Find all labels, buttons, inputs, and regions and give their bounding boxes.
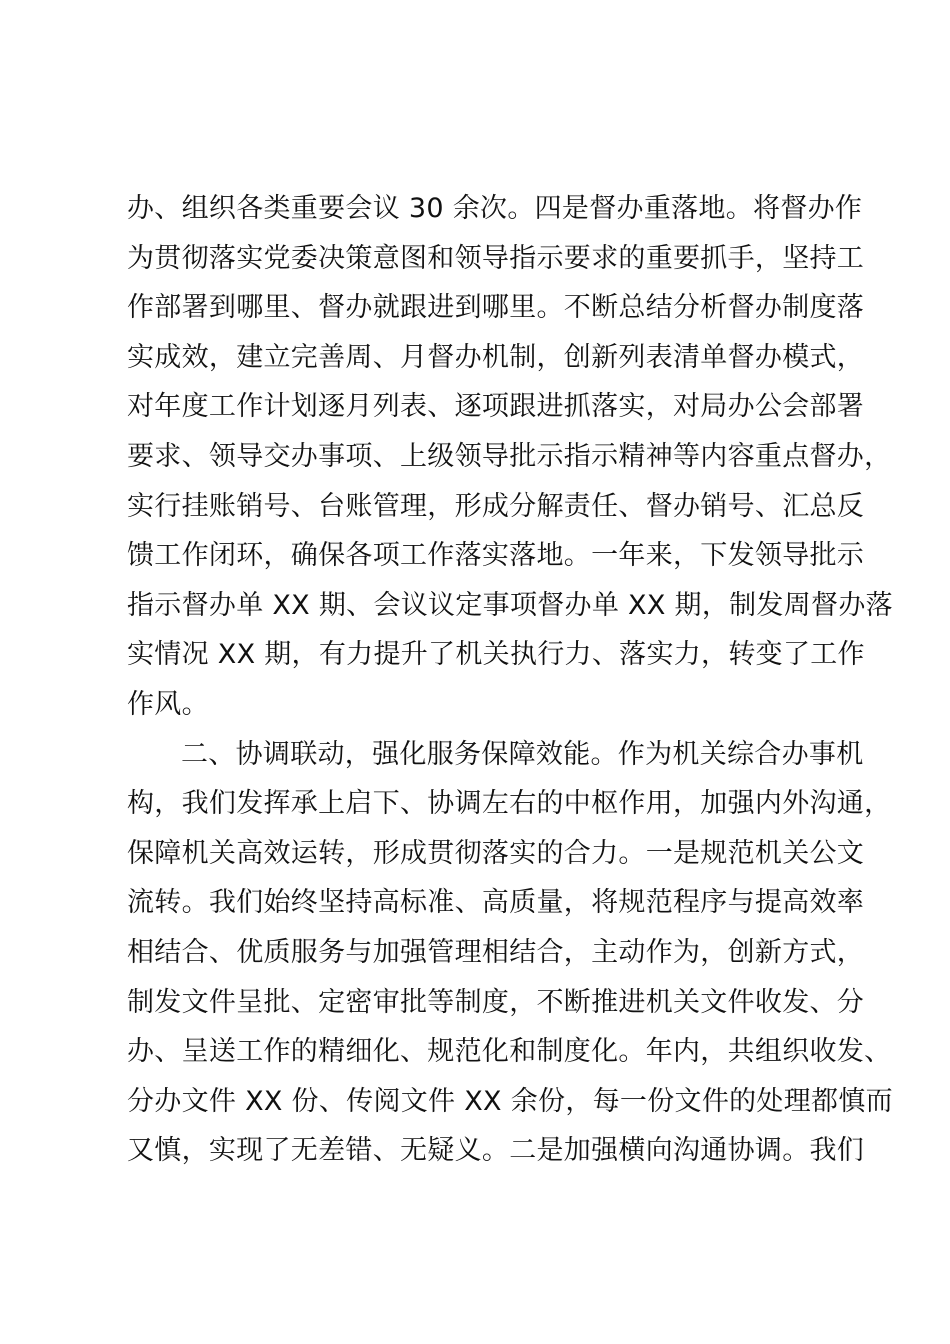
text-line: 又慎，实现了无差错、无疑义。二是加强横向沟通协调。我们 <box>127 1135 865 1167</box>
text-line: 馈工作闭环，确保各项工作落实落地。一年来，下发领导批示 <box>127 540 865 572</box>
section-heading-line: 二、协调联动，强化服务保障效能。作为机关综合办事机 <box>181 738 864 770</box>
text-line: 办、呈送工作的精细化、规范化和制度化。年内，共组织收发、 <box>127 1036 892 1068</box>
text-line: 对年度工作计划逐月列表、逐项跟进抓落实，对局办公会部署 <box>127 391 865 423</box>
text-line: 构，我们发挥承上启下、协调左右的中枢作用，加强内外沟通， <box>127 788 892 820</box>
text-line: 保障机关高效运转，形成贯彻落实的合力。一是规范机关公文 <box>127 837 865 869</box>
text-line: 分办文件 XX 份、传阅文件 XX 余份，每一份文件的处理都慎而 <box>127 1085 893 1117</box>
text-line: 作部署到哪里、督办就跟进到哪里。不断总结分析督办制度落 <box>127 292 865 324</box>
text-line: 作风。 <box>127 688 209 720</box>
text-line: 要求、领导交办事项、上级领导批示指示精神等内容重点督办， <box>127 440 892 472</box>
text-line: 实行挂账销号、台账管理，形成分解责任、督办销号、汇总反 <box>127 490 865 522</box>
text-line: 办、组织各类重要会议 30 余次。四是督办重落地。将督办作 <box>127 193 863 224</box>
text-line: 为贯彻落实党委决策意图和领导指示要求的重要抓手，坚持工 <box>127 242 865 274</box>
text-line: 实成效，建立完善周、月督办机制，创新列表清单督办模式， <box>127 341 865 373</box>
text-line: 制发文件呈批、定密审批等制度，不断推进机关文件收发、分 <box>127 986 865 1018</box>
text-line: 实情况 XX 期，有力提升了机关执行力、落实力，转变了工作 <box>127 639 865 671</box>
text-line: 相结合、优质服务与加强管理相结合，主动作为，创新方式， <box>127 936 865 968</box>
body-text <box>127 184 893 1176</box>
text-line: 流转。我们始终坚持高标准、高质量，将规范程序与提高效率 <box>127 887 865 919</box>
text-line: 指示督办单 XX 期、会议议定事项督办单 XX 期，制发周督办落 <box>127 589 893 621</box>
